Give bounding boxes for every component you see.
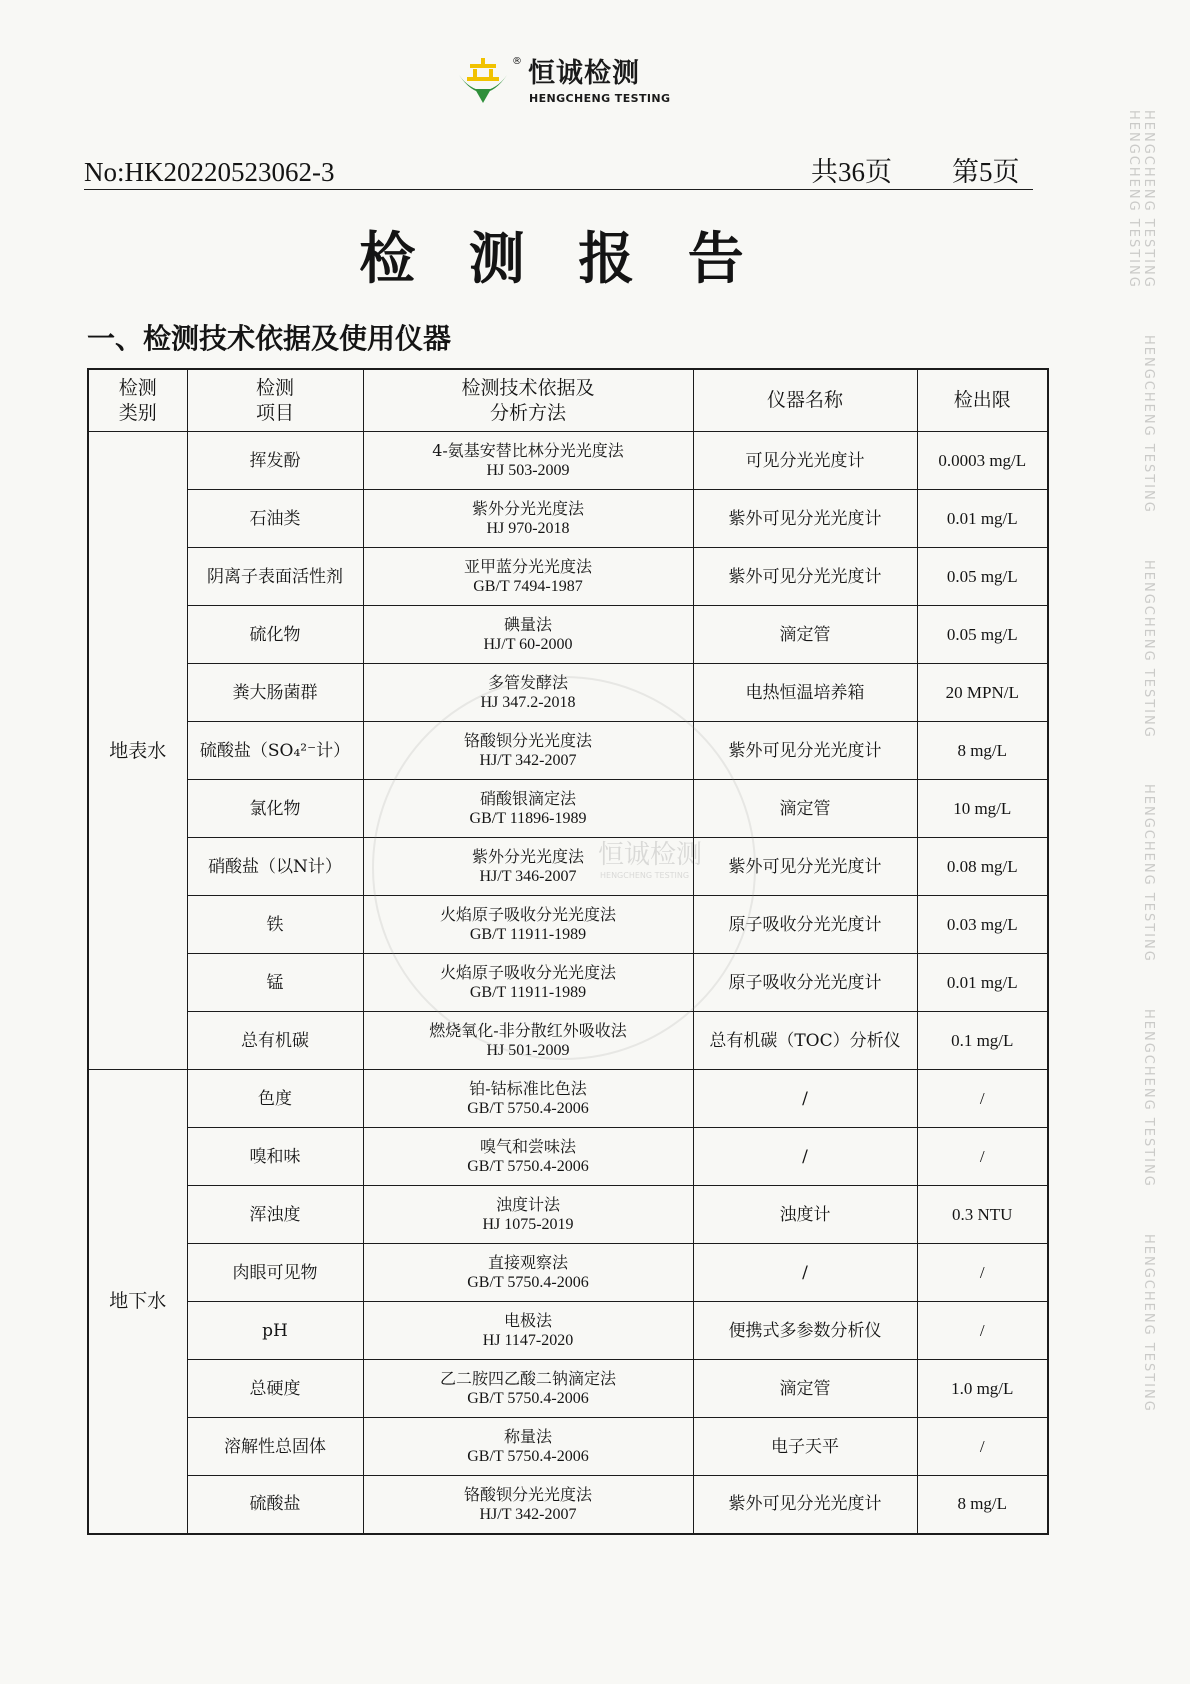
method-name: 火焰原子吸收分光光度法	[439, 905, 616, 924]
table-row	[88, 1360, 1048, 1418]
method-name: 铬酸钡分光光度法	[463, 1484, 592, 1504]
limit-cell: 0.03 mg/L	[917, 896, 1048, 954]
method-standard: GB/T 11911-1989	[469, 926, 587, 943]
limit-cell: /	[917, 1244, 1048, 1302]
method-cell	[363, 1360, 693, 1418]
item-cell: 挥发酚	[187, 432, 363, 490]
method-standard: HJ 347.2-2018	[480, 694, 576, 711]
watermark-text: HENGCHENG TESTING	[1141, 1009, 1156, 1188]
watermark-text: HENGCHENG TESTING	[1141, 1233, 1156, 1413]
header-limit: 检出限	[917, 369, 1048, 432]
method-name: 紫外分光光度法	[471, 499, 584, 518]
item-cell: 锰	[187, 954, 363, 1012]
item-cell: 粪大肠菌群	[187, 664, 363, 722]
instrument-cell: 滴定管	[693, 1360, 917, 1418]
table-header-row	[88, 369, 1048, 432]
watermark-text: HENGCHENG TESTING	[1141, 110, 1156, 289]
limit-cell: 10 mg/L	[917, 780, 1048, 838]
method-name: 直接观察法	[487, 1253, 568, 1272]
method-standard: GB/T 5750.4-2006	[467, 1100, 589, 1117]
table-row	[88, 1476, 1048, 1534]
method-standard: HJ 503-2009	[486, 462, 570, 479]
table-row	[88, 896, 1048, 954]
method-cell	[363, 1302, 693, 1360]
method-cell	[363, 896, 693, 954]
table-row	[88, 780, 1048, 838]
method-cell	[363, 1012, 693, 1070]
item-cell: 溶解性总固体	[187, 1418, 363, 1476]
instrument-cell: 紫外可见分光光度计	[693, 1476, 917, 1534]
logo-brand-en: HENGCHENG TESTING	[529, 92, 671, 105]
instrument-cell: 滴定管	[693, 780, 917, 838]
item-cell: 硫酸盐	[187, 1476, 363, 1534]
table-row	[88, 1012, 1048, 1070]
logo-emblem-icon	[456, 58, 510, 104]
instrument-cell: 总有机碳（TOC）分析仪	[693, 1012, 917, 1070]
table-row	[88, 838, 1048, 896]
item-cell: 嗅和味	[187, 1128, 363, 1186]
method-cell	[363, 548, 693, 606]
table-row	[88, 722, 1048, 780]
method-name: 多管发酵法	[487, 673, 568, 692]
method-cell	[363, 1418, 693, 1476]
item-cell: pH	[187, 1302, 363, 1360]
instrument-cell: /	[693, 1070, 917, 1128]
item-cell: 铁	[187, 896, 363, 954]
limit-cell: 0.05 mg/L	[917, 548, 1048, 606]
method-cell	[363, 606, 693, 664]
instrument-cell: 便携式多参数分析仪	[693, 1302, 917, 1360]
method-standard: HJ 1147-2020	[482, 1332, 574, 1349]
limit-cell: 0.08 mg/L	[917, 838, 1048, 896]
item-cell: 石油类	[187, 490, 363, 548]
header-item: 检测 项目	[187, 369, 363, 432]
page-title: 检 测 报 告	[359, 226, 761, 292]
method-standard: HJ/T 346-2007	[479, 868, 577, 885]
method-instrument-table	[87, 368, 1049, 1535]
method-name: 燃烧氧化-非分散红外吸收法	[429, 1021, 627, 1040]
method-cell	[363, 838, 693, 896]
item-cell: 色度	[187, 1070, 363, 1128]
limit-cell: 1.0 mg/L	[917, 1360, 1048, 1418]
limit-cell: 0.01 mg/L	[917, 954, 1048, 1012]
method-standard: GB/T 7494-1987	[473, 578, 583, 595]
category-cell: 地下水	[88, 1070, 187, 1534]
method-standard: GB/T 5750.4-2006	[467, 1390, 589, 1407]
table-row	[88, 954, 1048, 1012]
item-cell: 阴离子表面活性剂	[187, 548, 363, 606]
method-standard: GB/T 11911-1989	[469, 984, 587, 1001]
table-body	[88, 432, 1048, 1534]
header-instrument: 仪器名称	[693, 369, 917, 432]
method-name: 火焰原子吸收分光光度法	[439, 963, 616, 982]
limit-cell: 8 mg/L	[917, 722, 1048, 780]
limit-cell: /	[917, 1128, 1048, 1186]
limit-cell: 0.0003 mg/L	[917, 432, 1048, 490]
instrument-cell: 紫外可见分光光度计	[693, 838, 917, 896]
method-cell	[363, 664, 693, 722]
item-cell: 浑浊度	[187, 1186, 363, 1244]
limit-cell: 0.1 mg/L	[917, 1012, 1048, 1070]
method-standard: HJ/T 342-2007	[479, 752, 577, 769]
instrument-cell: 浊度计	[693, 1186, 917, 1244]
limit-cell: /	[917, 1070, 1048, 1128]
method-name: 亚甲蓝分光光度法	[463, 557, 592, 576]
method-standard: HJ/T 342-2007	[479, 1505, 577, 1523]
report-number: No:HK20220523062-3	[84, 157, 335, 187]
method-standard: HJ/T 60-2000	[483, 636, 573, 653]
method-cell	[363, 1476, 693, 1534]
item-cell: 氯化物	[187, 780, 363, 838]
table-row	[88, 1186, 1048, 1244]
instrument-cell: 紫外可见分光光度计	[693, 722, 917, 780]
method-name: 铂-钴标准比色法	[469, 1079, 587, 1098]
method-name: 称量法	[503, 1427, 552, 1446]
table-row	[88, 664, 1048, 722]
table-row	[88, 1418, 1048, 1476]
limit-cell: /	[917, 1302, 1048, 1360]
method-name: 碘量法	[503, 615, 552, 634]
table-row	[88, 1128, 1048, 1186]
instrument-cell: /	[693, 1128, 917, 1186]
method-name: 硝酸银滴定法	[479, 789, 576, 808]
method-cell	[363, 954, 693, 1012]
method-cell	[363, 1186, 693, 1244]
method-cell	[363, 1128, 693, 1186]
method-standard: HJ 970-2018	[486, 520, 570, 537]
table-row	[88, 1070, 1048, 1128]
stamp-text-en: HENGCHENG TESTING	[600, 871, 690, 880]
header-method: 检测技术依据及 分析方法	[363, 369, 693, 432]
current-page: 第5页	[952, 157, 1020, 187]
method-standard: GB/T 5750.4-2006	[467, 1448, 589, 1465]
watermark-text: HENGCHENG TESTING	[1141, 334, 1156, 514]
method-name: 嗅气和尝味法	[479, 1137, 576, 1156]
watermark-text: HENGCHENG TESTING	[1126, 110, 1141, 289]
edge-watermark	[1126, 110, 1156, 1590]
table-row	[88, 1244, 1048, 1302]
instrument-cell: 可见分光光度计	[693, 432, 917, 490]
instrument-cell: 原子吸收分光光度计	[693, 896, 917, 954]
method-standard: GB/T 5750.4-2006	[467, 1158, 589, 1175]
limit-cell: 0.3 NTU	[917, 1186, 1048, 1244]
table-row	[88, 432, 1048, 490]
instrument-cell: 电热恒温培养箱	[693, 664, 917, 722]
table-row	[88, 606, 1048, 664]
watermark-text: HENGCHENG TESTING	[1141, 784, 1156, 964]
item-cell: 硝酸盐（以N计）	[187, 838, 363, 896]
method-name: 紫外分光光度法	[471, 847, 584, 866]
limit-cell: 0.01 mg/L	[917, 490, 1048, 548]
report-header	[84, 155, 1033, 190]
method-cell	[363, 490, 693, 548]
instrument-cell: /	[693, 1244, 917, 1302]
instrument-cell: 原子吸收分光光度计	[693, 954, 917, 1012]
method-cell	[363, 722, 693, 780]
watermark-text: HENGCHENG TESTING	[1141, 559, 1156, 739]
method-name: 铬酸钡分光光度法	[463, 731, 592, 750]
method-name: 电极法	[503, 1311, 552, 1330]
stamp-text-cn: 恒诚检测	[598, 840, 703, 870]
table-row	[88, 490, 1048, 548]
method-cell	[363, 1070, 693, 1128]
instrument-cell: 紫外可见分光光度计	[693, 490, 917, 548]
item-cell: 肉眼可见物	[187, 1244, 363, 1302]
limit-cell: 8 mg/L	[917, 1476, 1048, 1534]
category-cell: 地表水	[88, 432, 187, 1070]
total-pages: 共36页	[811, 157, 892, 187]
table-row	[88, 1302, 1048, 1360]
method-name: 乙二胺四乙酸二钠滴定法	[439, 1369, 616, 1388]
registered-mark: ®	[512, 56, 522, 67]
limit-cell: /	[917, 1418, 1048, 1476]
limit-cell: 20 MPN/L	[917, 664, 1048, 722]
item-cell: 硫化物	[187, 606, 363, 664]
method-name: 浊度计法	[495, 1195, 560, 1214]
logo-brand-cn: 恒诚检测	[528, 58, 640, 89]
instrument-cell: 电子天平	[693, 1418, 917, 1476]
item-cell: 总硬度	[187, 1360, 363, 1418]
item-cell: 总有机碳	[187, 1012, 363, 1070]
method-cell	[363, 780, 693, 838]
header-category: 检测 类别	[88, 369, 187, 432]
method-cell	[363, 1244, 693, 1302]
method-standard: GB/T 5750.4-2006	[467, 1274, 589, 1291]
instrument-cell: 滴定管	[693, 606, 917, 664]
table-row	[88, 548, 1048, 606]
method-standard: HJ 1075-2019	[482, 1216, 574, 1233]
limit-cell: 0.05 mg/L	[917, 606, 1048, 664]
item-cell: 硫酸盐（SO₄²⁻计）	[187, 722, 363, 780]
instrument-cell: 紫外可见分光光度计	[693, 548, 917, 606]
section-heading: 一、检测技术依据及使用仪器	[87, 322, 452, 355]
method-name: 4-氨基安替比林分光光度法	[432, 441, 624, 460]
method-standard: GB/T 11896-1989	[469, 810, 587, 827]
method-cell	[363, 432, 693, 490]
method-standard: HJ 501-2009	[486, 1042, 570, 1059]
